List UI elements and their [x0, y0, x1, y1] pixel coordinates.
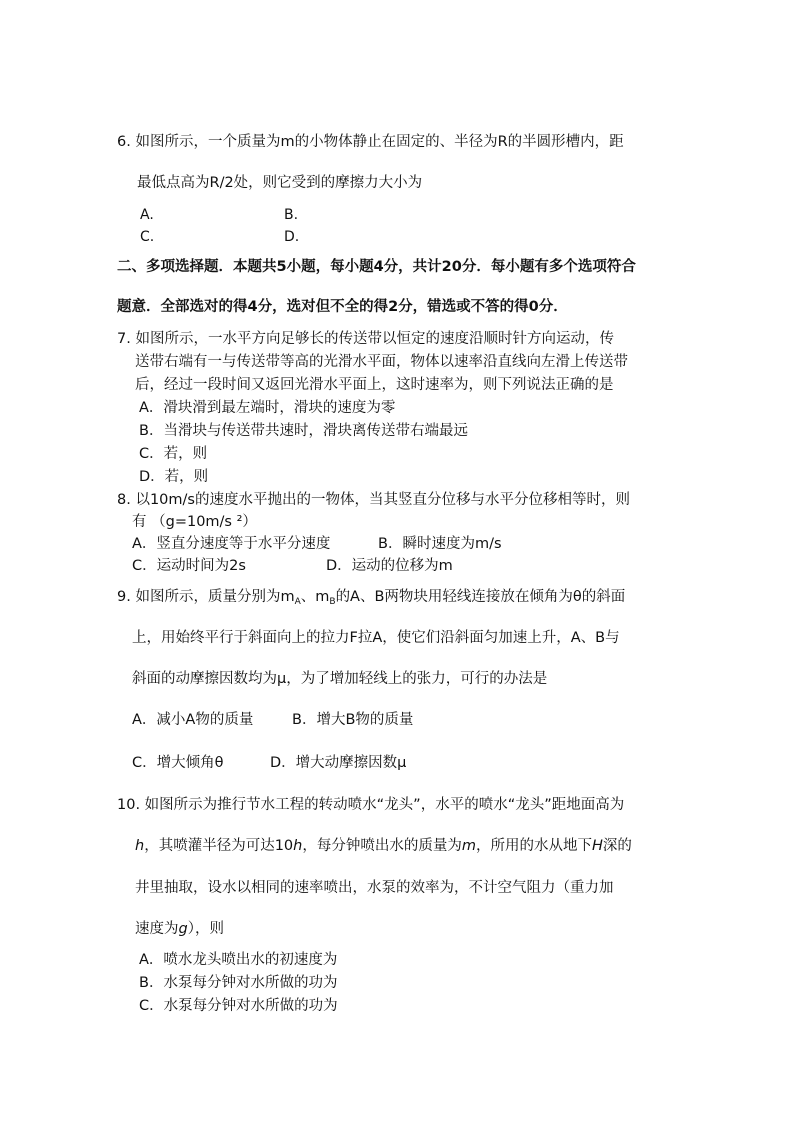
section-2-heading-line-2: 题意．全部选对的得4分，选对但不全的得2分，错选或不答的得0分．: [117, 299, 568, 315]
q9-line-3: 斜面的动摩擦因数均为μ，为了增加轻线上的张力，可行的办法是: [132, 671, 548, 687]
q9-line-1-pre: 9. 如图所示，质量分别为m: [117, 589, 295, 605]
q8-option-d: D．运动的位移为m: [326, 558, 453, 574]
q10-line-3: 井里抽取，设水以相同的速率喷出，水泵的效率为，不计空气阻力（重力加: [135, 880, 614, 896]
q9-option-b: B．增大B物的质量: [292, 712, 414, 728]
q8-option-c: C．运动时间为2s: [132, 558, 246, 574]
q9-option-c: C．增大倾角θ: [132, 755, 224, 771]
q7-option-a: A．滑块滑到最左端时，滑块的速度为零: [139, 400, 396, 416]
q6-option-b: B.: [284, 207, 299, 223]
q6-line-2: 最低点高为R/2处，则它受到的摩擦力大小为: [137, 175, 423, 191]
q7-option-b: B．当滑块与传送带共速时，滑块离传送带右端最远: [139, 423, 468, 439]
q10-line-2-a: ，其喷灌半径为可达10: [144, 838, 294, 854]
q10-option-b: B．水泵每分钟对水所做的功为: [139, 975, 338, 991]
q9-sub-b: B: [329, 597, 336, 607]
q10-line-2: [135, 837, 632, 855]
q8-line-2: 有 （g=10m/s ²）: [132, 514, 257, 530]
q7-option-d: D．若，则: [139, 469, 209, 485]
q10-var-g: g: [178, 921, 188, 937]
q10-line-2-b: ，每分钟喷出水的质量为: [302, 838, 462, 854]
q6-option-d: D.: [284, 229, 300, 245]
q9-sub-a: A: [294, 597, 301, 607]
q8-line-1: 8. 以10m/s的速度水平抛出的一物体，当其竖直分位移与水平分位移相等时，则: [117, 492, 630, 508]
q10-var-H: H: [591, 838, 603, 854]
q8-option-a: A．竖直分速度等于水平分速度: [132, 536, 331, 552]
q9-line-1-mid: 、m: [300, 589, 330, 605]
q8-option-b: B．瞬时速度为m/s: [378, 536, 502, 552]
q10-line-4: [135, 920, 224, 938]
q6-option-a: A.: [140, 207, 154, 223]
q10-option-a: A．喷水龙头喷出水的初速度为: [139, 952, 338, 968]
q10-line-1: 10. 如图所示为推行节水工程的转动喷水“龙头”，水平的喷水“龙头”距地面高为: [117, 797, 625, 813]
q10-var-h: h: [135, 838, 145, 854]
q10-line-2-d: 深的: [602, 838, 632, 854]
q9-line-1-post: 的A、B两物块用轻线连接放在倾角为θ的斜面: [335, 589, 626, 605]
q6-option-c: C.: [140, 229, 155, 245]
q7-option-c: C．若，则: [139, 446, 208, 462]
q10-line-4-a: 速度为: [135, 921, 179, 937]
q7-line-1: 7. 如图所示，一水平方向足够长的传送带以恒定的速度沿顺时针方向运动，传: [117, 331, 614, 347]
q10-var-m: m: [461, 838, 476, 854]
q10-line-2-c: ，所用的水从地下: [475, 838, 592, 854]
q7-line-2: 送带右端有一与传送带等高的光滑水平面，物体以速率沿直线向左滑上传送带: [135, 354, 628, 370]
q9-line-1: [117, 588, 625, 611]
q7-line-3: 后，经过一段时间又返回光滑水平面上，这时速率为，则下列说法正确的是: [135, 377, 614, 393]
q10-option-c: C．水泵每分钟对水所做的功为: [139, 998, 338, 1014]
q9-option-d: D．增大动摩擦因数μ: [270, 755, 407, 771]
q10-line-4-b: ），则: [187, 921, 224, 937]
q6-line-1: 6. 如图所示，一个质量为m的小物体静止在固定的、半径为R的半圆形槽内，距: [117, 134, 624, 150]
q9-line-2: 上，用始终平行于斜面向上的拉力F拉A，使它们沿斜面匀加速上升，A、B与: [132, 630, 620, 646]
q10-var-h2: h: [293, 838, 303, 854]
section-2-heading-line-1: 二、多项选择题．本题共5小题，每小题4分，共计20分．每小题有多个选项符合: [117, 259, 636, 275]
q9-option-a: A．减小A物的质量: [132, 712, 254, 728]
